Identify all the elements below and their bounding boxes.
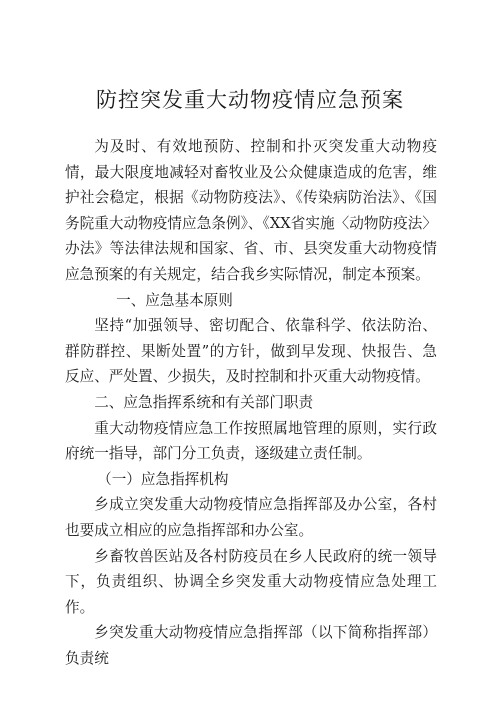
subsection-heading-command-agency: （一）应急指挥机构 [97, 470, 229, 488]
section-heading-command-system: 二、应急指挥系统和有关部门职责 [94, 393, 314, 411]
paragraph-command-system: 重大动物疫情应急工作按照属地管理的原则，实行政府统一指导，部门分工负责，逐级建立责任制。 [65, 419, 437, 463]
paragraph-intro: 为及时、有效地预防、控制和扑灭突发重大动物疫情，最大限度地减轻对畜牧业及公众健康造成的危害，维护社会稳定，根据《动物防疫法》、《传染病防治法》、《国务院重大动物疫情应急条例》、《XX省实施〈动物防疫法〉办法》等法律法规和国家、省、市、县突发重大动物疫情应急预案的有关规定，结合我乡实际情况，制定本预案。 [65, 138, 437, 283]
document-body [65, 134, 437, 671]
section-heading-principles: 一、应急基本原则 [116, 291, 233, 309]
document-title: 防控突发重大动物疫情应急预案 [96, 88, 404, 112]
paragraph-headquarters: 乡突发重大动物疫情应急指挥部（以下简称指挥部）负责统 [65, 624, 437, 667]
paragraph-veterinary-station: 乡畜牧兽医站及各村防疫员在乡人民政府的统一领导下，负责组织、协调全乡突发重大动物疫情应急处理工作。 [65, 547, 437, 616]
paragraph-command-agency: 乡成立突发重大动物疫情应急指挥部及办公室，各村也要成立相应的应急指挥部和办公室。 [65, 496, 437, 539]
paragraph-principles: 坚持“加强领导、密切配合、依靠科学、依法防治、群防群控、果断处置”的方针，做到早发现、快报告、急反应、严处置、少损失，及时控制和扑灭重大动物疫情。 [65, 317, 437, 386]
